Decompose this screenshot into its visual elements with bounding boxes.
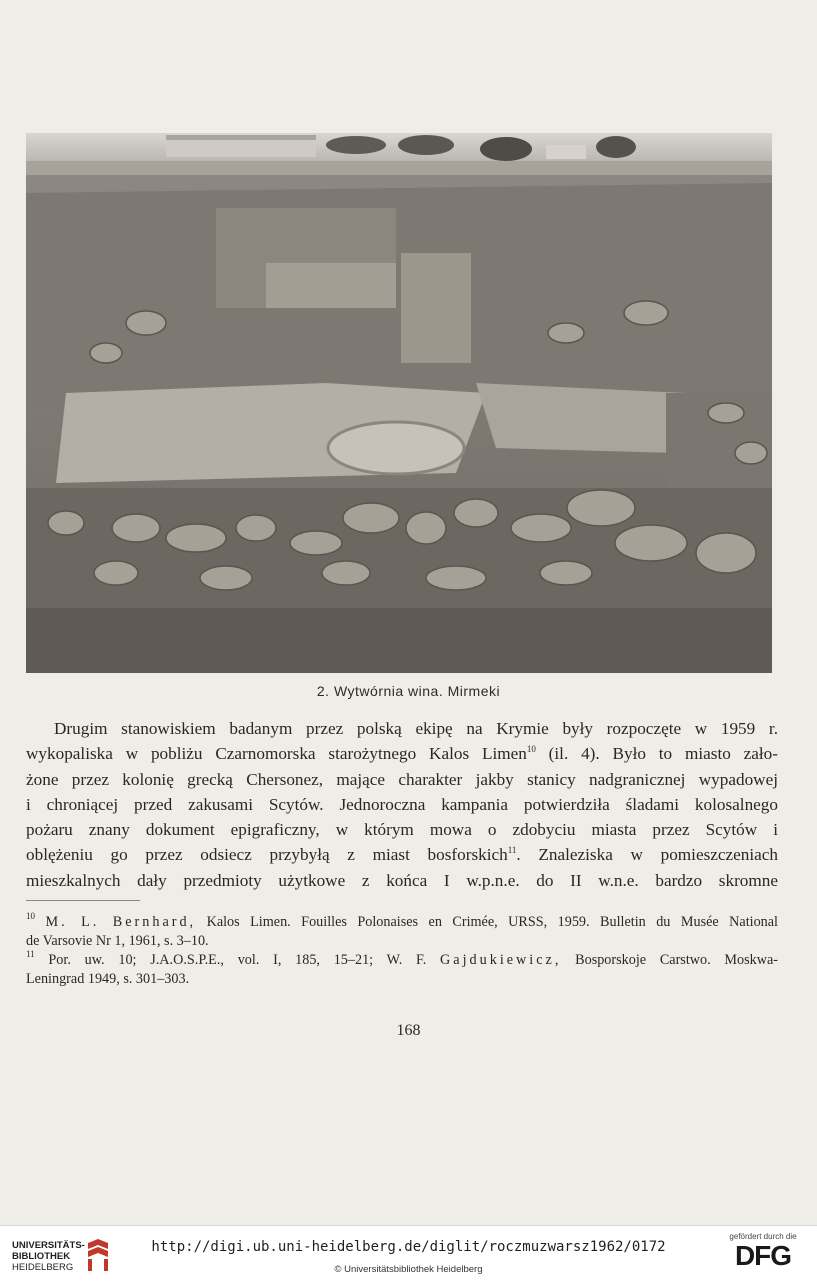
body-paragraph (26, 716, 778, 893)
body-line: mieszkalnych dały przedmioty użytkowe z końca I w.p.n.e. do II w.n.e. bardzo skromne (26, 870, 778, 890)
footer-bar (0, 1225, 817, 1284)
body-line: oblężeniu go przez odsiecz przybyłą z miast bosforskich$^{11}$. Znaleziska w pomieszczeniach (26, 845, 778, 865)
figure-caption: 2. Wytwórnia wina. Mirmeki (316, 683, 501, 699)
dfg-logo: DFG (734, 1240, 792, 1271)
page-number: 168 (396, 1022, 421, 1039)
footnotes (26, 913, 778, 989)
library-name[interactable]: UNIVERSITÄTS- BIBLIOTHEK HEIDELBERG (12, 1240, 85, 1273)
copyright-notice: © Universitätsbibliothek Heidelberg (334, 1264, 483, 1275)
dfg-funding[interactable] (721, 1232, 805, 1271)
body-line: Drugim stanowiskiem badanym przez polską ekipę na Krymie były rozpoczęte w 1959 r. (54, 719, 778, 738)
permalink-url[interactable]: http://digi.ub.uni-heidelberg.de/diglit/roczmuzwarsz1962/0172 (151, 1239, 666, 1255)
body-line: żone przez kolonię grecką Chersonez, mające charakter jakby stanicy nadgranicznej wypadowej (26, 769, 778, 789)
footnote-divider (26, 900, 140, 901)
body-line: pożaru znany dokument epigraficzny, w którym mowa o zdobyciu miasta przez Scytów i (26, 820, 778, 840)
footnote-11: $^{11}$ Por. uw. 10; J.A.O.S.P.E., vol. I, 185, 15–21; W. F. Gajdukiewicz, Bosporskoje Carstwo. Moskwa- Leningrad 1949, s. 301–303. (26, 949, 778, 987)
excavation-photo (26, 133, 772, 673)
funding-note: gefördert durch die (729, 1232, 797, 1241)
footnote-10: $^{10}$ M. L. Bernhard, Kalos Limen. Fouilles Polonaises en Crimée, URSS, 1959. Bulletin du Musée National de Varsovie Nr 1, 1961, s. 3–10. (26, 911, 778, 949)
body-line: wykopaliska w pobliżu Czarnomorska starożytnego Kalos Limen$^{10}$ (il. 4). Było to miasto zało- (26, 744, 778, 764)
excavation-photo-image (26, 133, 772, 673)
body-line: i chroniącej przed zakusami Scytów. Jednoroczna kampania potwierdziła śladami kolosalnego (26, 794, 778, 814)
